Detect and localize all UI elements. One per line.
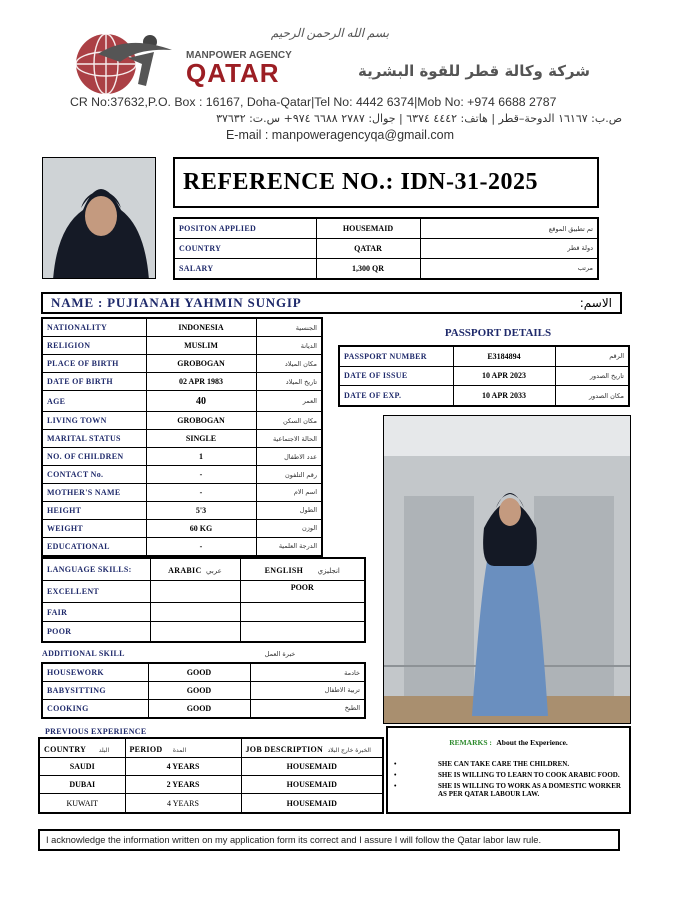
basmala: بسم الله الرحمن الرحيم — [270, 26, 390, 40]
expiry-date-label: DATE OF EXP. — [339, 386, 453, 406]
contact-line-en: CR No:37632,P.O. Box : 16167, Doha-Qatar|Tel No: 4442 6374|Mob No: +974 6688 2787 — [70, 95, 557, 109]
cooking-arabic: الطبخ — [250, 699, 365, 718]
poor-english — [240, 622, 365, 642]
expiry-date-arabic: مكان الصدور — [555, 386, 629, 406]
bullet-icon: • — [394, 782, 397, 790]
mother-s-name-label: MOTHER'S NAME — [42, 483, 146, 501]
country-col-header — [39, 738, 125, 758]
table-row — [42, 337, 322, 355]
marital-status-label: MARITAL STATUS — [42, 430, 146, 448]
religion-arabic: الديانة — [256, 337, 322, 355]
table-row — [42, 318, 322, 337]
table-row — [42, 430, 322, 448]
height-value: 5'3 — [146, 501, 256, 519]
agency-name-big: QATAR — [186, 58, 280, 88]
remark-text: SHE IS WILLING TO WORK AS A DOMESTIC WORKER AS PER QATAR LABOUR LAW. — [438, 782, 621, 798]
mother-s-name-arabic: اسم الام — [256, 483, 322, 501]
educational-arabic: الدرجة العلمية — [256, 537, 322, 556]
remark-text: SHE CAN TAKE CARE THE CHILDREN. — [438, 760, 570, 768]
table-row — [42, 355, 322, 373]
english-header — [240, 558, 365, 580]
no-of-children-value: 1 — [146, 448, 256, 466]
date-of-birth-value: 02 APR 1983 — [146, 373, 256, 391]
contact-no-arabic: رقم التلفون — [256, 466, 322, 484]
exp-period: 4 YEARS — [125, 758, 241, 776]
reference-number: REFERENCE NO.: IDN-31-2025 — [183, 169, 538, 195]
height-arabic: الطول — [256, 501, 322, 519]
acknowledgement-box — [38, 829, 620, 851]
table-row — [42, 537, 322, 556]
educational-value: - — [146, 537, 256, 556]
language-skills-table — [41, 557, 366, 643]
issue-date-arabic: تاريخ الصدور — [555, 366, 629, 385]
excellent-label: EXCELLENT — [42, 580, 150, 603]
table-row — [339, 386, 629, 406]
educational-label: EDUCATIONAL — [42, 537, 146, 556]
personal-details-table — [41, 317, 323, 557]
list-item — [394, 760, 623, 768]
letterhead — [0, 0, 675, 150]
exp-period: 4 YEARS — [125, 794, 241, 813]
table-row — [42, 603, 365, 622]
previous-experience-title: PREVIOUS EXPERIENCE — [45, 727, 147, 736]
remarks-list — [394, 760, 623, 798]
job-col-ar: الخبرة خارج البلاد — [327, 747, 371, 754]
nationality-arabic: الجنسية — [256, 318, 322, 337]
religion-label: RELIGION — [42, 337, 146, 355]
remarks-heading — [394, 732, 623, 750]
portrait-photo — [42, 157, 156, 279]
salary-label: SALARY — [174, 258, 316, 279]
table-row — [42, 558, 365, 580]
bullet-icon: • — [394, 771, 397, 779]
nationality-label: NATIONALITY — [42, 318, 146, 337]
table-row — [42, 483, 322, 501]
table-row — [42, 580, 365, 603]
weight-value: 60 KG — [146, 519, 256, 537]
table-row — [42, 622, 365, 642]
name-arabic-label: الاسم: — [579, 296, 612, 310]
date-of-birth-arabic: تاريخ الميلاد — [256, 373, 322, 391]
english-header-ar: انجليزي — [317, 567, 340, 576]
fair-label: FAIR — [42, 603, 150, 622]
issue-date-label: DATE OF ISSUE — [339, 366, 453, 385]
english-header-text: ENGLISH — [264, 566, 304, 576]
table-row — [42, 448, 322, 466]
table-row — [39, 776, 383, 794]
religion-value: MUSLIM — [146, 337, 256, 355]
salary-value: 1,300 QR — [316, 258, 420, 279]
living-town-arabic: مكان السكن — [256, 412, 322, 430]
poor-label: POOR — [42, 622, 150, 642]
country-value: QATAR — [316, 239, 420, 259]
agency-name-arabic: شركة وكالة قطر للقوة البشرية — [358, 62, 590, 80]
contact-no-value: - — [146, 466, 256, 484]
table-row — [42, 390, 322, 411]
contact-no-label: CONTACT No. — [42, 466, 146, 484]
arabic-header — [150, 558, 240, 580]
table-row — [174, 218, 598, 239]
excellent-arabic — [150, 580, 240, 603]
exp-period: 2 YEARS — [125, 776, 241, 794]
exp-country: SAUDI — [39, 758, 125, 776]
position-label: POSITON APPLIED — [174, 218, 316, 239]
reference-box — [173, 157, 599, 208]
table-row — [39, 794, 383, 813]
arabic-header-text: ARABIC — [168, 566, 202, 576]
babysitting-arabic: تربية الاطفال — [250, 682, 365, 700]
job-col-header — [241, 738, 383, 758]
exp-country: DUBAI — [39, 776, 125, 794]
exp-job: HOUSEMAID — [241, 794, 383, 813]
period-col-header — [125, 738, 241, 758]
poor-arabic — [150, 622, 240, 642]
mother-s-name-value: - — [146, 483, 256, 501]
passport-number-value: E3184894 — [453, 346, 555, 366]
living-town-value: GROBOGAN — [146, 412, 256, 430]
weight-arabic: الوزن — [256, 519, 322, 537]
previous-experience-table — [38, 737, 384, 814]
excellent-english: POOR — [240, 580, 365, 603]
housework-label: HOUSEWORK — [42, 663, 148, 682]
housework-value: GOOD — [148, 663, 250, 682]
age-value: 40 — [146, 390, 256, 411]
language-skills-label: LANGUAGE SKILLS: — [42, 558, 150, 580]
date-of-birth-label: DATE OF BIRTH — [42, 373, 146, 391]
table-row — [174, 239, 598, 259]
nationality-value: INDONESIA — [146, 318, 256, 337]
salary-arabic: مرتب — [420, 258, 598, 279]
country-col-text: COUNTRY — [44, 745, 87, 754]
place-of-birth-value: GROBOGAN — [146, 355, 256, 373]
exp-job: HOUSEMAID — [241, 776, 383, 794]
position-table — [173, 217, 599, 280]
living-town-label: LIVING TOWN — [42, 412, 146, 430]
list-item — [394, 782, 623, 798]
email-line: E-mail : manpoweragencyqa@gmail.com — [225, 128, 455, 142]
passport-table — [338, 345, 630, 407]
bullet-icon: • — [394, 760, 397, 768]
table-row — [42, 682, 365, 700]
passport-number-arabic: الرقم — [555, 346, 629, 366]
table-row — [42, 663, 365, 682]
remarks-box — [386, 726, 631, 814]
table-row — [339, 366, 629, 385]
remark-text: SHE IS WILLING TO LEARN TO COOK ARABIC FOOD. — [438, 771, 620, 779]
table-row — [42, 699, 365, 718]
table-row — [39, 738, 383, 758]
babysitting-value: GOOD — [148, 682, 250, 700]
table-row — [42, 501, 322, 519]
housework-arabic: خادمة — [250, 663, 365, 682]
exp-country: KUWAIT — [39, 794, 125, 813]
issue-date-value: 10 APR 2023 — [453, 366, 555, 385]
no-of-children-label: NO. OF CHILDREN — [42, 448, 146, 466]
fair-arabic — [150, 603, 240, 622]
passport-number-label: PASSPORT NUMBER — [339, 346, 453, 366]
babysitting-label: BABYSITTING — [42, 682, 148, 700]
table-row — [39, 758, 383, 776]
passport-title: PASSPORT DETAILS — [444, 327, 552, 339]
height-label: HEIGHT — [42, 501, 146, 519]
job-col-text: JOB DESCRIPTION — [245, 745, 324, 754]
period-col-ar: المدة — [172, 747, 187, 754]
position-arabic: تم تطبيق الموقع — [420, 218, 598, 239]
list-item — [394, 771, 623, 779]
table-row — [174, 258, 598, 279]
agency-name-small: MANPOWER AGENCY — [186, 50, 292, 61]
full-body-photo — [383, 415, 631, 724]
age-arabic: العمر — [256, 390, 322, 411]
name-bar — [41, 292, 622, 314]
acknowledgement-text: I acknowledge the information written on my application form its correct and I assure I will follow the Qatar labor law rule. — [46, 835, 542, 845]
contact-line-ar: ص.ب: ١٦١٦٧ الدوحة–قطر | هاتف: ٤٤٤٢ ٦٣٧٤ | جوال: ٢٧٨٧ ٦٦٨٨ ٩٧٤+ س.ت: ٣٧٦٣٢ — [216, 112, 622, 125]
expiry-date-value: 10 APR 2033 — [453, 386, 555, 406]
remarks-subtitle: About the Experience. — [496, 738, 568, 747]
marital-status-arabic: الحالة الاجتماعية — [256, 430, 322, 448]
additional-skill-table — [41, 662, 366, 719]
full-name: NAME : PUJIANAH YAHMIN SUNGIP — [51, 295, 302, 310]
cooking-label: COOKING — [42, 699, 148, 718]
table-row — [42, 466, 322, 484]
position-value: HOUSEMAID — [316, 218, 420, 239]
exp-job: HOUSEMAID — [241, 758, 383, 776]
age-label: AGE — [42, 390, 146, 411]
table-row — [42, 519, 322, 537]
arabic-header-ar: عربي — [205, 567, 222, 576]
place-of-birth-arabic: مكان الميلاد — [256, 355, 322, 373]
agency-logo-icon — [68, 24, 180, 96]
country-label: COUNTRY — [174, 239, 316, 259]
no-of-children-arabic: عدد الاطفال — [256, 448, 322, 466]
place-of-birth-label: PLACE OF BIRTH — [42, 355, 146, 373]
marital-status-value: SINGLE — [146, 430, 256, 448]
period-col-text: PERIOD — [129, 745, 163, 754]
table-row — [339, 346, 629, 366]
additional-skill-title-ar: خبرة العمل — [264, 650, 296, 658]
remarks-title: REMARKS : — [449, 738, 492, 747]
country-arabic: دولة قطر — [420, 239, 598, 259]
fair-english — [240, 603, 365, 622]
additional-skill-title: ADDITIONAL SKILL — [42, 649, 125, 658]
cooking-value: GOOD — [148, 699, 250, 718]
table-row — [42, 373, 322, 391]
weight-label: WEIGHT — [42, 519, 146, 537]
table-row — [42, 412, 322, 430]
country-col-ar: البلد — [98, 747, 110, 754]
